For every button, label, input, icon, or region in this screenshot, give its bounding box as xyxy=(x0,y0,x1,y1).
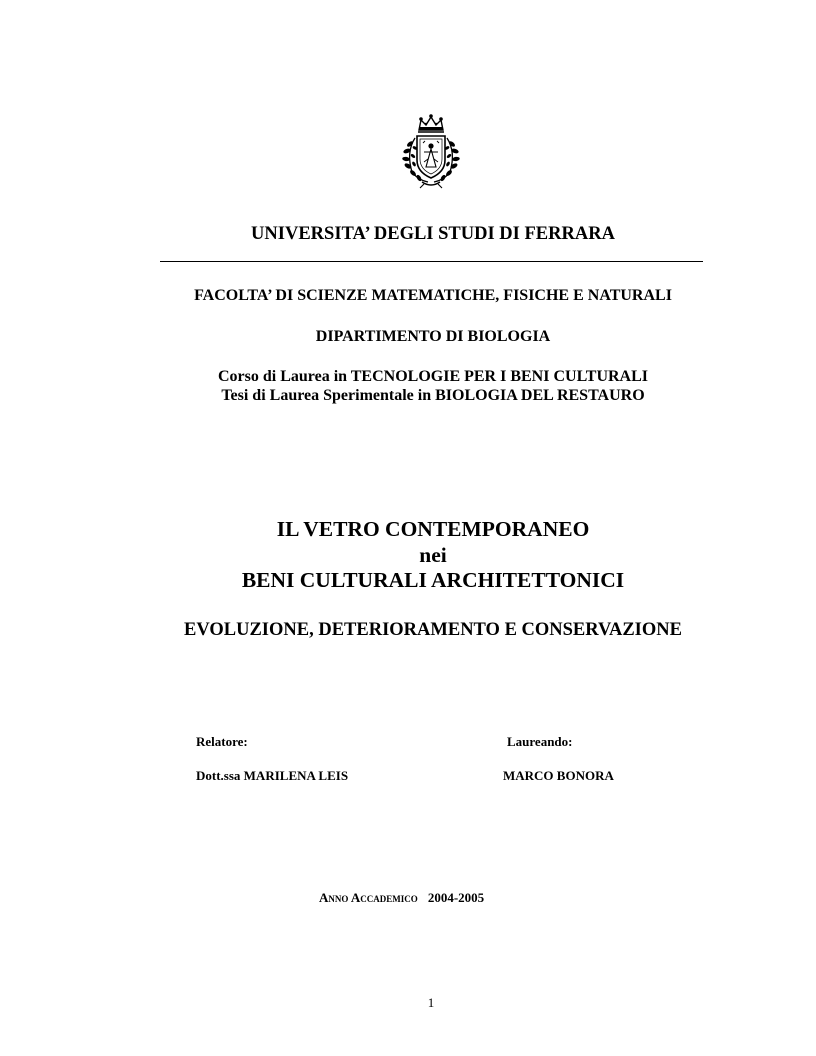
academic-year xyxy=(319,890,484,906)
faculty-name: FACOLTA’ DI SCIENZE MATEMATICHE, FISICHE E NATURALI xyxy=(194,287,672,304)
academic-year-label: Anno Accademico xyxy=(319,890,418,905)
department-name: DIPARTIMENTO DI BIOLOGIA xyxy=(315,328,551,345)
thesis-title-line-2: nei xyxy=(419,543,447,567)
candidate-label: Laureando: xyxy=(507,734,573,749)
university-crest-icon xyxy=(398,112,464,190)
thesis-type: Tesi di Laurea Sperimentale in BIOLOGIA DEL RESTAURO xyxy=(221,387,645,404)
horizontal-divider xyxy=(160,261,703,262)
supervisor-label: Relatore: xyxy=(196,734,248,749)
thesis-title-line-1: IL VETRO CONTEMPORANEO xyxy=(276,517,590,541)
academic-year-value: 2004-2005 xyxy=(427,890,485,905)
supervisor-name: Dott.ssa MARILENA LEIS xyxy=(196,768,349,783)
university-name: UNIVERSITA’ DEGLI STUDI DI FERRARA xyxy=(251,224,615,244)
candidate-name: MARCO BONORA xyxy=(503,768,614,783)
degree-course: Corso di Laurea in TECNOLOGIE PER I BENI CULTURALI xyxy=(217,368,649,385)
page-number: 1 xyxy=(427,995,435,1010)
thesis-subtitle: EVOLUZIONE, DETERIORAMENTO E CONSERVAZIONE xyxy=(184,620,682,640)
thesis-title-line-3: BENI CULTURALI ARCHITETTONICI xyxy=(241,568,625,592)
